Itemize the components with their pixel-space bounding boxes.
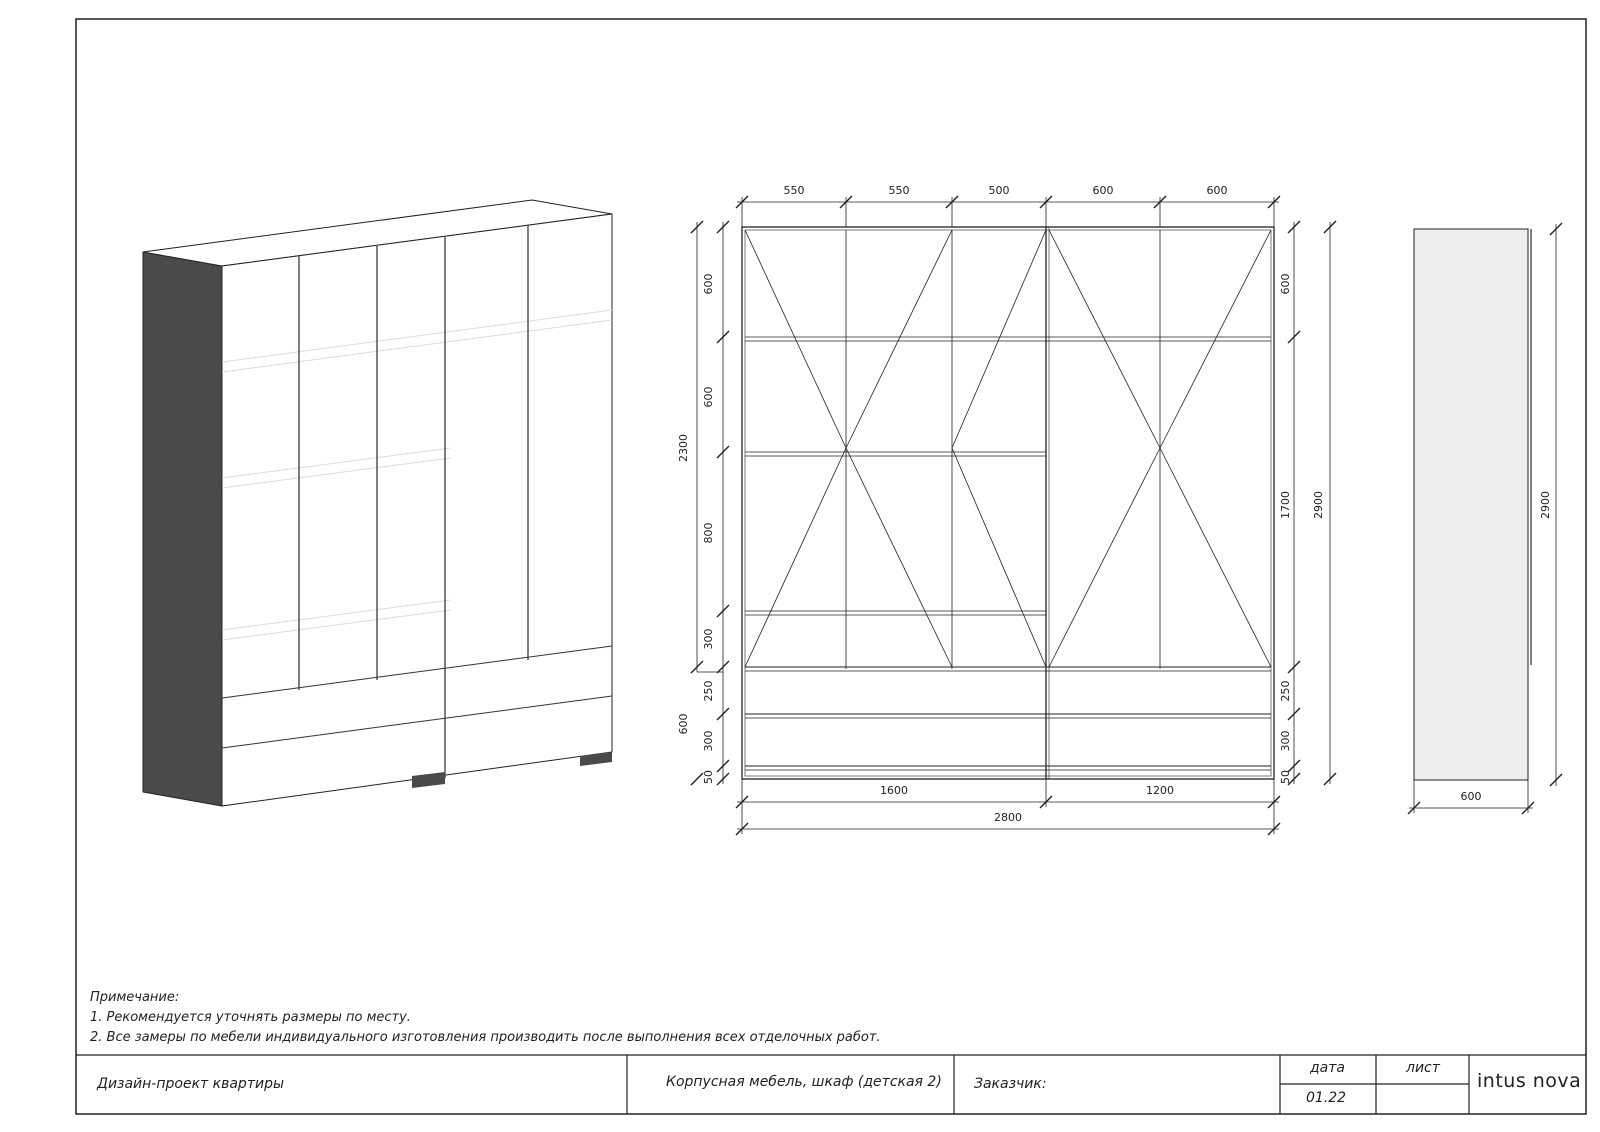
dim-height-l6: 300	[702, 730, 715, 752]
dim-height-l4: 300	[702, 628, 715, 650]
customer-label: Заказчик:	[974, 1076, 1047, 1092]
side-panel-rect	[1414, 229, 1528, 780]
iso-side-panel	[143, 252, 222, 806]
dim-height-left-lower: 600	[677, 713, 690, 735]
front-frame	[742, 227, 1274, 779]
dim-height-l7: 50	[702, 770, 715, 784]
dim-bottom	[736, 779, 1280, 835]
dim-height-r1: 600	[1279, 273, 1292, 295]
dim-height-r2: 1700	[1279, 491, 1292, 519]
dim-top-widths	[736, 196, 1280, 227]
dim-height-l3: 800	[702, 522, 715, 544]
project-title: Дизайн-проект квартиры	[97, 1076, 285, 1092]
notes-block	[90, 988, 881, 1048]
notes-title: Примечание:	[90, 990, 180, 1005]
drawing-title: Корпусная мебель, шкаф (детская 2)	[666, 1074, 942, 1090]
brand-logo: intus nova	[1477, 1070, 1582, 1092]
sheet-label: лист	[1406, 1060, 1440, 1076]
dim-height-r3: 250	[1279, 680, 1292, 702]
dim-width-5: 600	[1206, 184, 1228, 197]
date-value: 01.22	[1306, 1090, 1347, 1106]
dim-side-depth: 600	[1460, 790, 1482, 803]
dim-width-1: 550	[783, 184, 805, 197]
iso-front-face	[222, 214, 612, 806]
dim-height-l1: 600	[702, 273, 715, 295]
door-swing-lines	[745, 230, 1271, 667]
dim-height-l5: 250	[702, 680, 715, 702]
dim-side-height: 2900	[1539, 491, 1552, 519]
note-item-2: 2. Все замеры по мебели индивидуального изготовления производить после выполнения всех отделочных работ.	[90, 1030, 881, 1045]
dim-width-4: 600	[1092, 184, 1114, 197]
dim-height-l2: 600	[702, 386, 715, 408]
dim-bottom-right: 1200	[1146, 784, 1174, 797]
note-item-1: 1. Рекомендуется уточнять размеры по месту.	[90, 1010, 411, 1025]
dim-width-2: 550	[888, 184, 910, 197]
dim-height-r5: 50	[1279, 770, 1292, 784]
dim-width-3: 500	[988, 184, 1010, 197]
date-label: дата	[1310, 1060, 1345, 1076]
dim-height-r4: 300	[1279, 730, 1292, 752]
front-frame-inner	[745, 230, 1271, 776]
dim-bottom-total: 2800	[994, 811, 1022, 824]
dim-height-right-overall: 2900	[1312, 491, 1325, 519]
front-elevation	[742, 227, 1274, 779]
dim-bottom-left: 1600	[880, 784, 908, 797]
dim-height-left-overall: 2300	[677, 434, 690, 462]
isometric-view	[143, 200, 612, 806]
